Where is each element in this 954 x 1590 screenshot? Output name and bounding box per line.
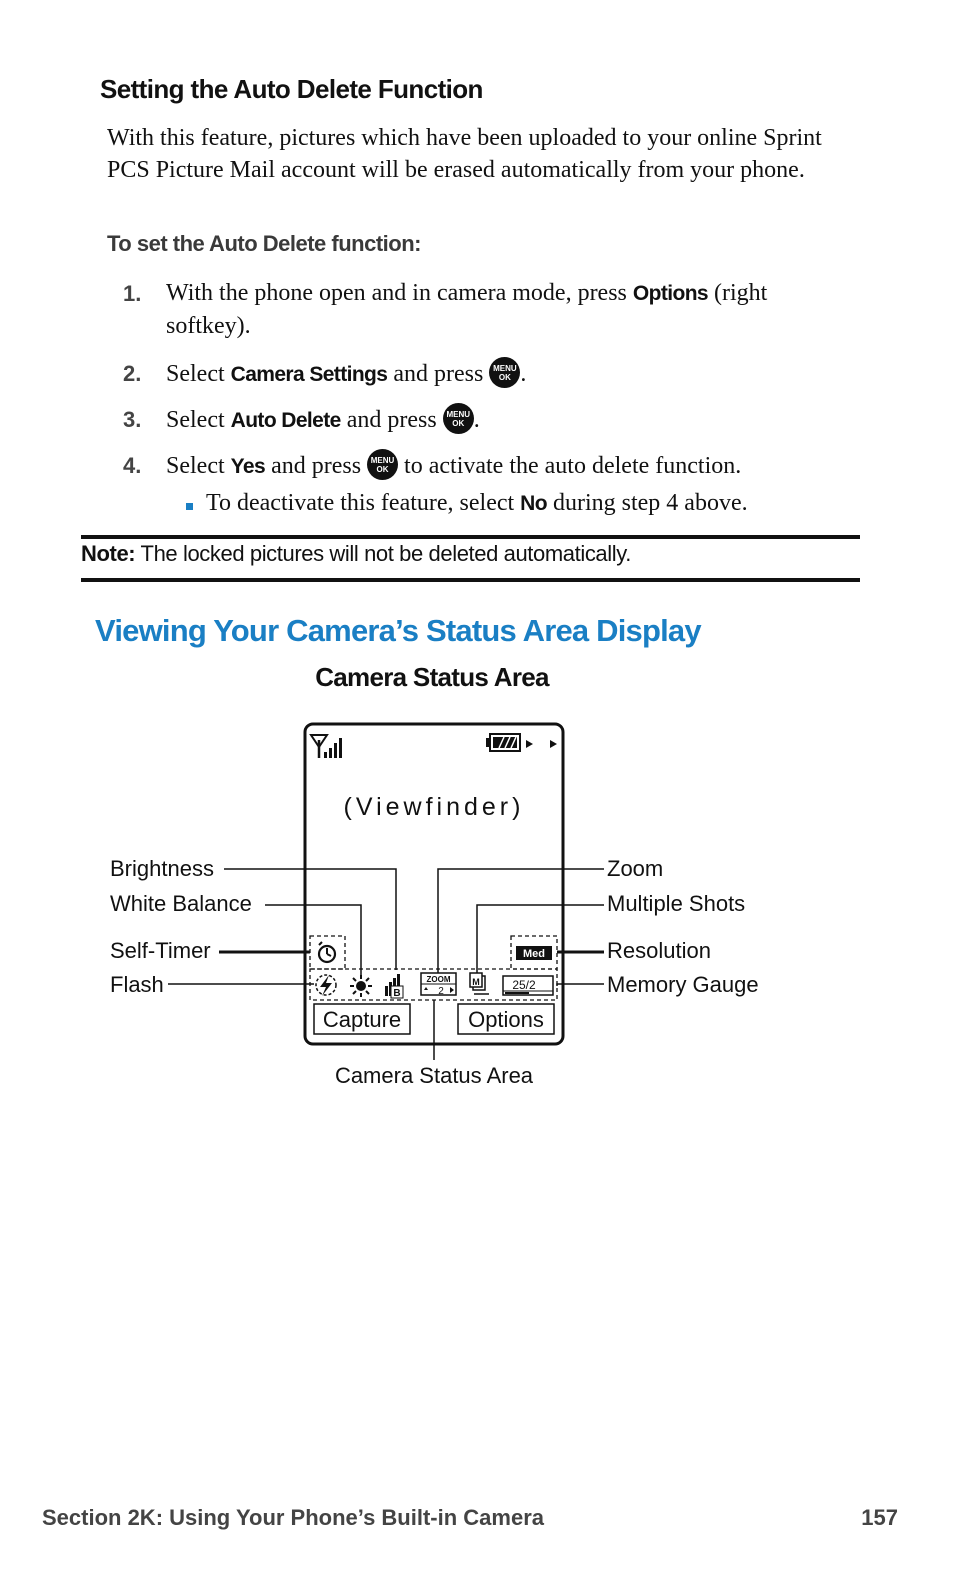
bullet-square-icon bbox=[186, 503, 193, 510]
brightness-text: B bbox=[393, 988, 401, 999]
self-timer-icon bbox=[319, 942, 335, 962]
viewfinder-text: (Viewfinder) bbox=[343, 793, 525, 821]
keyword-auto-delete: Auto Delete bbox=[230, 409, 341, 432]
svg-text:M: M bbox=[472, 977, 480, 987]
battery-icon bbox=[486, 734, 520, 751]
label-zoom: Zoom bbox=[607, 856, 664, 881]
label-memory-gauge: Memory Gauge bbox=[607, 972, 759, 997]
label-brightness: Brightness bbox=[110, 856, 214, 881]
white-balance-leader bbox=[265, 905, 361, 975]
step-text: Select Yes and press MENU OK to activate the auto delete function. bbox=[166, 449, 856, 483]
section-heading: Setting the Auto Delete Function bbox=[100, 74, 483, 104]
brightness-leader bbox=[224, 869, 396, 970]
label-multiple-shots: Multiple Shots bbox=[607, 891, 746, 916]
memory-text: 25/2 bbox=[512, 978, 536, 992]
menu-ok-key-icon: MENU OK bbox=[367, 449, 398, 480]
step-text: Select Camera Settings and press MENU OK . bbox=[166, 357, 856, 391]
options-softkey: Options bbox=[468, 1007, 544, 1032]
resolution-text: Med bbox=[523, 948, 545, 960]
note-rule-top bbox=[81, 535, 860, 539]
keyword-camera-settings: Camera Settings bbox=[230, 363, 388, 386]
arrow-left-icon bbox=[526, 740, 533, 748]
menu-ok-key-icon: MENU OK bbox=[443, 403, 474, 434]
main-heading: Viewing Your Camera’s Status Area Display bbox=[95, 613, 701, 648]
footer-section: Section 2K: Using Your Phone’s Built-in Camera bbox=[42, 1505, 545, 1530]
label-self-timer: Self-Timer bbox=[110, 938, 211, 963]
label-white-balance: White Balance bbox=[110, 891, 252, 916]
camera-status-diagram bbox=[0, 700, 954, 1120]
multiple-shots-icon bbox=[470, 973, 489, 994]
keyword-yes: Yes bbox=[230, 455, 266, 478]
zoom-icon bbox=[421, 973, 456, 997]
step-number: 3. bbox=[123, 407, 142, 432]
flash-icon bbox=[316, 975, 336, 996]
memory-gauge-icon bbox=[503, 976, 553, 995]
brightness-icon bbox=[385, 974, 403, 999]
keyword-no: No bbox=[520, 492, 547, 515]
step-number: 4. bbox=[123, 453, 142, 478]
step-text: With the phone open and in camera mode, press Options (right softkey). bbox=[166, 280, 768, 339]
zoom-level: 2 bbox=[438, 986, 444, 997]
capture-softkey: Capture bbox=[322, 1007, 402, 1032]
page-number: 157 bbox=[861, 1505, 898, 1530]
bullet-item: To deactivate this feature, select No during step 4 above. bbox=[206, 490, 748, 516]
arrow-right-icon bbox=[550, 740, 557, 748]
step-number: 1. bbox=[123, 281, 142, 306]
phone-screen-frame bbox=[305, 724, 563, 1044]
intro-paragraph: With this feature, pictures which have been uploaded to your online Sprint PCS Picture Mail account will be erased automatically from your phone. bbox=[107, 125, 822, 183]
step-number: 2. bbox=[123, 361, 142, 386]
note-rule-bottom bbox=[81, 578, 860, 582]
zoom-text: ZOOM bbox=[426, 975, 451, 984]
figure-title: Camera Status Area bbox=[315, 662, 549, 692]
label-flash: Flash bbox=[110, 972, 164, 997]
note bbox=[81, 541, 631, 567]
signal-strength-icon bbox=[311, 735, 342, 758]
note-label: Note: bbox=[81, 541, 136, 566]
keyword-options: Options bbox=[632, 282, 709, 305]
label-camera-status-area: Camera Status Area bbox=[334, 1063, 534, 1088]
menu-ok-key-icon: MENU OK bbox=[489, 357, 520, 388]
label-resolution: Resolution bbox=[607, 938, 711, 963]
white-balance-icon bbox=[350, 975, 372, 997]
step-text: Select Auto Delete and press MENU OK . bbox=[166, 403, 856, 437]
note-text: The locked pictures will not be deleted automatically. bbox=[135, 541, 631, 566]
multiple-shots-leader bbox=[477, 905, 604, 973]
steps-intro: To set the Auto Delete function: bbox=[107, 231, 421, 256]
